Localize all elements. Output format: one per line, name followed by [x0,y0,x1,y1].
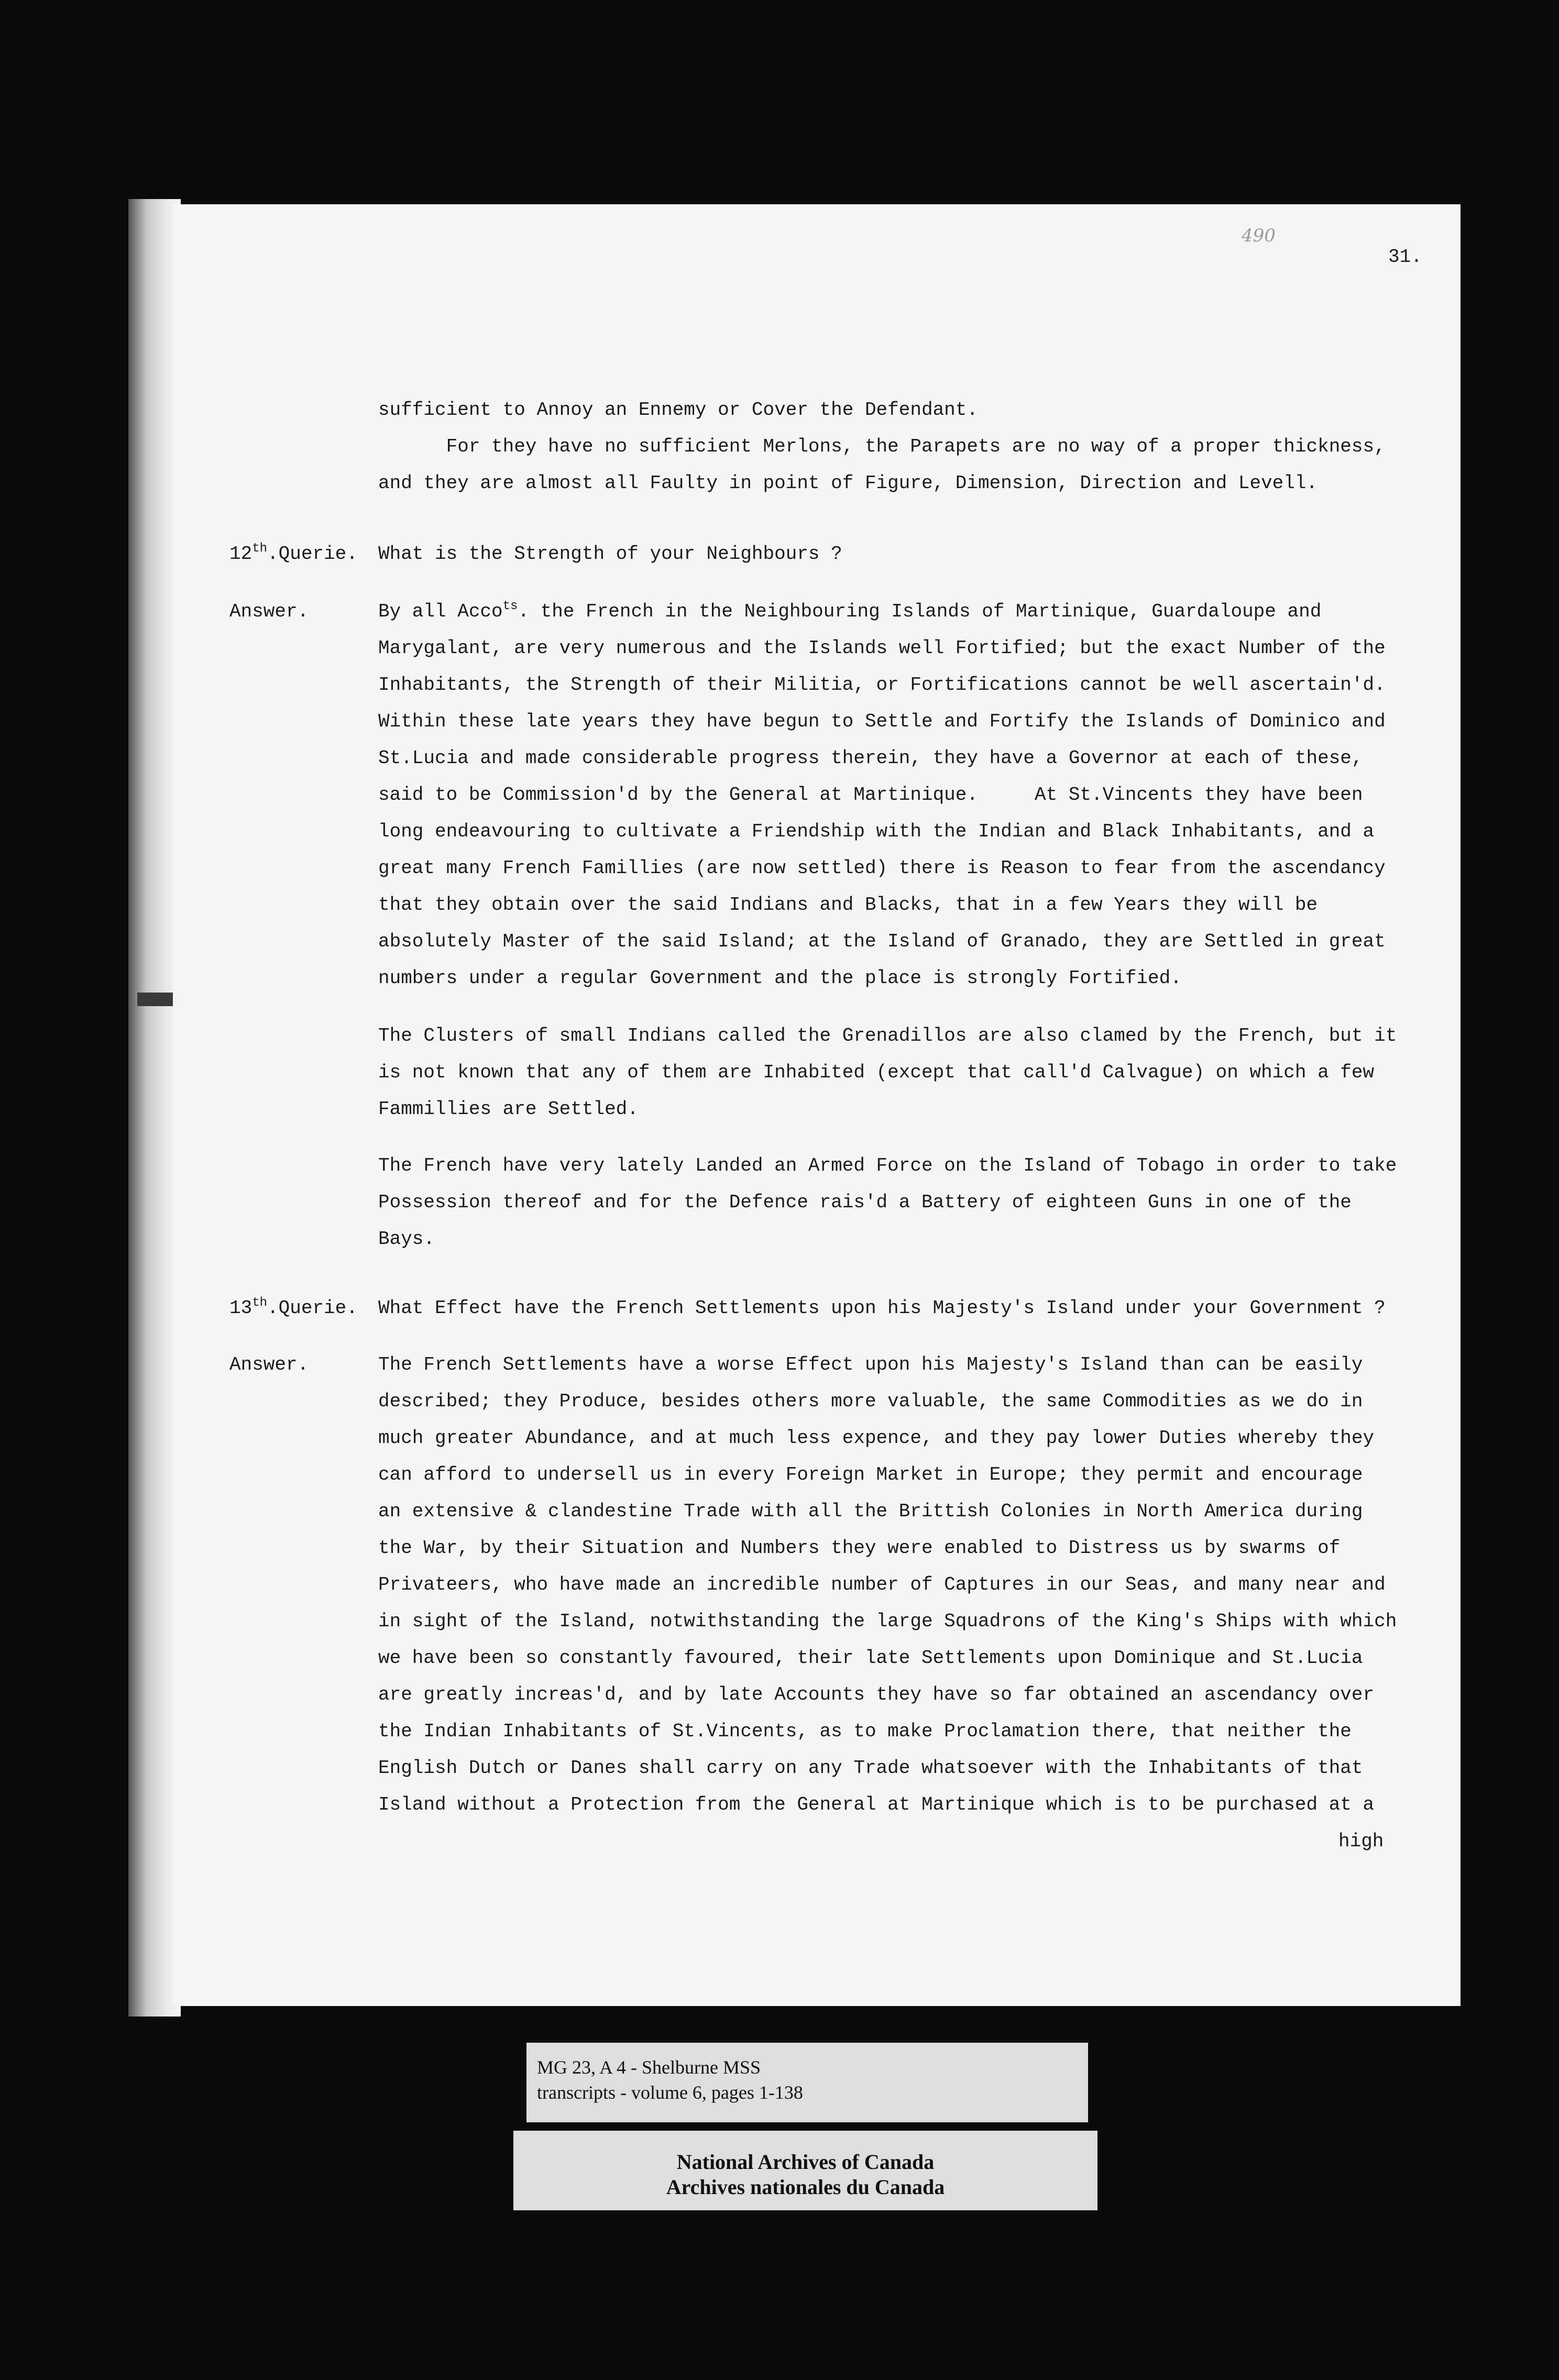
folio-mark: 490 [1242,225,1276,246]
text-line: Inhabitants, the Strength of their Militia, or Fortifications cannot be well ascertain'd. [378,674,1386,696]
querie-12-text: What is the Strength of your Neighbours ? [378,543,842,565]
text-line: By all Acco$^{ts}$. the French in the Neighbouring Islands of Martinique, Guardaloupe and [378,599,1322,622]
text-line: sufficient to Annoy an Ennemy or Cover the Defendant. [378,399,978,421]
text-line: long endeavouring to cultivate a Friendship with the Indian and Black Inhabitants, and a [378,821,1375,842]
catchword: high [1338,1831,1384,1852]
text-line: the Indian Inhabitants of St.Vincents, as to make Proclamation there, that neither the [378,1721,1352,1742]
text-line: Fammillies are Settled. [378,1098,639,1120]
text-line: can afford to undersell us in every Foreign Market in Europe; they permit and encourage [378,1464,1363,1485]
text-line: and they are almost all Faulty in point of Figure, Dimension, Direction and Levell. [378,472,1318,494]
text-line: The Clusters of small Indians called the Grenadillos are also clamed by the French, but it [378,1025,1397,1046]
text-line: said to be Commission'd by the General at Martinique. At St.Vincents they have been [378,784,1363,806]
querie-13-text: What Effect have the French Settlements upon his Majesty's Island under your Government ? [378,1297,1386,1319]
text-line: English Dutch or Danes shall carry on any Trade whatsoever with the Inhabitants of that [378,1757,1363,1779]
institution-name-fr: Archives nationales du Canada [666,2175,945,2199]
archive-reference-line: transcripts - volume 6, pages 1-138 [537,2082,803,2103]
text-line: For they have no sufficient Merlons, the Parapets are no way of a proper thickness, [378,436,1386,457]
text-line: an extensive & clandestine Trade with all the Brittish Colonies in North America during [378,1501,1363,1522]
archive-reference-line: MG 23, A 4 - Shelburne MSS [537,2057,761,2078]
text-line: Marygalant, are very numerous and the Islands well Fortified; but the exact Number of the [378,637,1386,659]
archive-reference-label [526,2043,1088,2122]
text-line: numbers under a regular Government and the place is strongly Fortified. [378,967,1182,989]
querie-12-label: 12th.Querie. [229,542,358,565]
text-line: Privateers, who have made an incredible number of Captures in our Seas, and many near and [378,1574,1386,1595]
text-line: Within these late years they have begun to Settle and Fortify the Islands of Dominico and [378,711,1386,732]
text-line: The French have very lately Landed an Armed Force on the Island of Tobago in order to take [378,1155,1397,1176]
answer-label: Answer. [229,601,309,622]
text-line: Bays. [378,1228,435,1250]
text-line: described; they Produce, besides others more valuable, the same Commodities as we do in [378,1391,1363,1412]
text-line: we have been so constantly favoured, their late Settlements upon Dominique and St.Lucia [378,1647,1363,1669]
querie-13-label: 13th.Querie. [229,1296,358,1319]
institution-label [513,2131,1097,2210]
text-line: that they obtain over the said Indians and Blacks, that in a few Years they will be [378,894,1318,916]
page-number: 31. [1388,246,1422,268]
text-line: Island without a Protection from the General at Martinique which is to be purchased at a [378,1794,1375,1815]
text-line: St.Lucia and made considerable progress therein, they have a Governor at each of these, [378,747,1363,769]
text-line: the War, by their Situation and Numbers they were enabled to Distress us by swarms of [378,1537,1341,1559]
text-line: absolutely Master of the said Island; at the Island of Granado, they are Settled in great [378,931,1386,952]
text-line: in sight of the Island, notwithstanding the large Squadrons of the King's Ships with which [378,1611,1397,1632]
document-page [173,204,1461,2006]
institution-name-en: National Archives of Canada [676,2150,935,2174]
text-line: much greater Abundance, and at much less expence, and they pay lower Duties whereby they [378,1427,1375,1449]
text-line: The French Settlements have a worse Effect upon his Majesty's Island than can be easily [378,1354,1363,1375]
text-line: is not known that any of them are Inhabited (except that call'd Calvague) on which a few [378,1062,1375,1083]
text-line: are greatly increas'd, and by late Accounts they have so far obtained an ascendancy over [378,1684,1375,1705]
answer-label: Answer. [229,1354,309,1375]
text-line: Possession thereof and for the Defence rais'd a Battery of eighteen Guns in one of the [378,1192,1352,1213]
text-line: great many French Famillies (are now settled) there is Reason to fear from the ascendancy [378,857,1386,879]
